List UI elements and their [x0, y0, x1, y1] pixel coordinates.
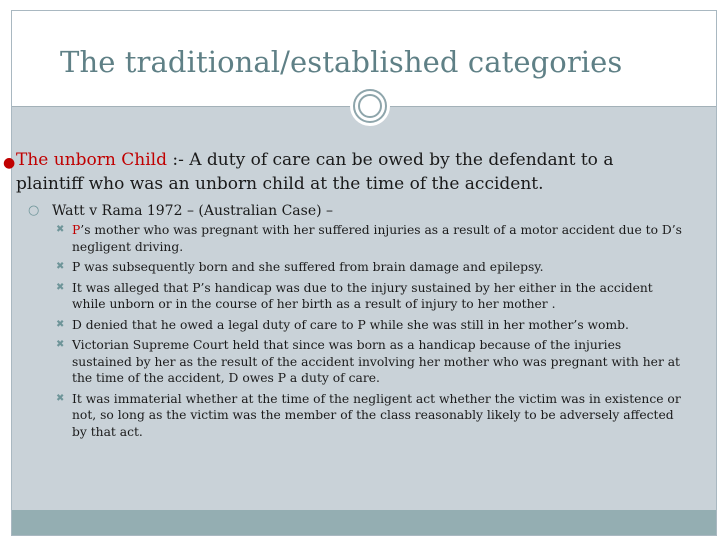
list-item: [56, 391, 682, 441]
list-item: [56, 222, 682, 255]
list-item: [56, 259, 682, 276]
double-ring-icon: [350, 86, 390, 126]
case-points-list: [56, 222, 682, 444]
case-heading-bullet: [28, 202, 334, 220]
list-item: [56, 280, 682, 313]
main-bullet-text: :- A duty of care can be owed by the defendant to a plaintiff who was an unborn child at the time of the accident.: [16, 150, 614, 194]
x-mark-icon: ✖: [56, 281, 65, 293]
point-text: It was immaterial whether at the time of the negligent act whether the victim was in existence or not, so long as the victim was the member of the class reasonably likely to be adversely affected by that act.: [72, 391, 681, 439]
x-mark-icon: ✖: [56, 318, 65, 330]
footer-band: [12, 510, 716, 535]
inner-ring: [358, 94, 382, 118]
case-heading: Watt v Rama 1972 – (Australian Case) –: [52, 203, 334, 219]
point-text: Victorian Supreme Court held that since was born as a handicap because of the injuries sustained by her as the result of the accident involving her mother who was pregnant with her at the time of the accident, D owes P a duty of care.: [72, 338, 680, 385]
filled-circle-icon: ●: [3, 155, 16, 171]
point-text: P was subsequently born and she suffered from brain damage and epilepsy.: [72, 260, 544, 274]
point-lead: P: [72, 223, 81, 237]
main-bullet: [3, 148, 656, 196]
x-mark-icon: ✖: [56, 339, 65, 350]
x-mark-icon: ✖: [56, 392, 65, 404]
slide-title: The traditional/established categories: [60, 45, 623, 79]
list-item: [56, 337, 682, 387]
point-text: It was alleged that P’s handicap was due to the injury sustained by her either in the accident while unborn or in the course of her birth as a result of injury to her mother .: [72, 280, 653, 311]
x-mark-icon: ✖: [56, 224, 65, 235]
list-item: [56, 317, 682, 334]
main-bullet-label: The unborn Child: [16, 150, 167, 170]
point-text: D denied that he owed a legal duty of care to P while she was still in her mother’s womb.: [72, 317, 629, 332]
hollow-circle-icon: ○: [28, 203, 40, 218]
x-mark-icon: ✖: [56, 261, 65, 272]
point-text: ’s mother who was pregnant with her suffered injuries as a result of a motor accident due to D’s negligent driving.: [72, 223, 682, 254]
